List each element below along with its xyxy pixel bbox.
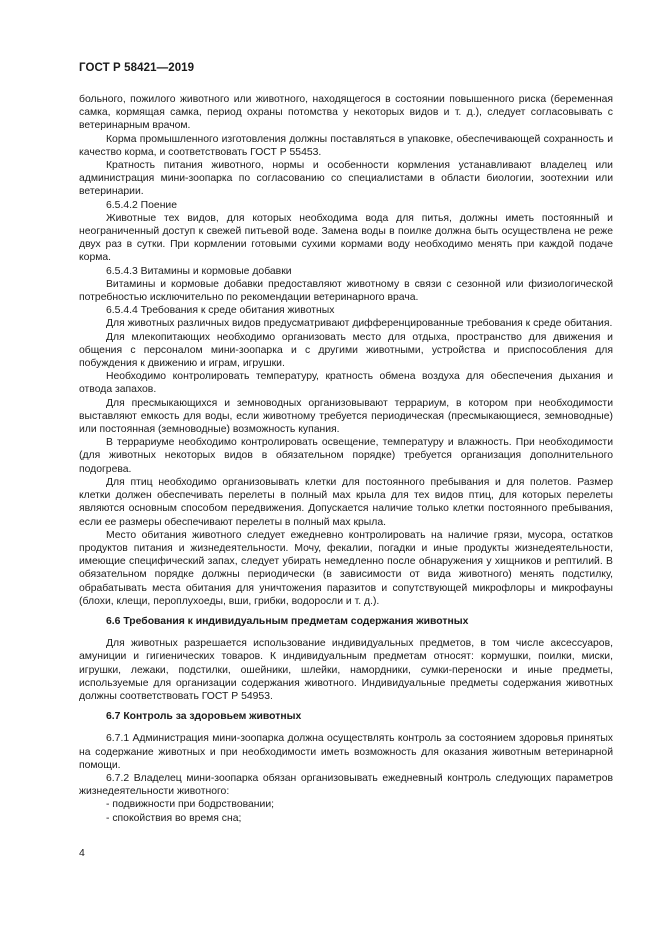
paragraph: 6.7.2 Владелец мини-зоопарка обязан организовывать ежедневный контроль следующих параметров жизнедеятельности животного: xyxy=(79,772,613,798)
paragraph: Для пресмыкающихся и земноводных организовывают террариум, в котором при необходимости выставляют емкость для воды, если животному требуется периодическая (пресмыкающиеся, земноводные) или постоянная (земноводные) возможность купания. xyxy=(79,397,613,436)
paragraph: Место обитания животного следует ежедневно контролировать на наличие грязи, мусора, остатков продуктов питания и жизнедеятельности. Мочу, фекалии, погадки и иные продукты жизнедеятельности, имеющие специфический запах, следует убирать немедленно после обнаружения у хищников и рептилий. В обязательном порядке должны периодически (в зависимости от вида животного) менять подстилку, обрабатывать места обитания для уничтожения паразитов и сопутствующей микрофлоры и микрофауны (блохи, клещи, пероплухоеды, вши, грибки, водоросли и т. д.). xyxy=(79,529,613,607)
list-item: - спокойствия во время сна; xyxy=(106,812,613,825)
paragraph: Корма промышленного изготовления должны поставляться в упаковке, обеспечивающей сохранность и качество корма, и соответствовать ГОСТ Р 55453. xyxy=(79,133,613,158)
list-item: - подвижности при бодрствовании; xyxy=(106,798,613,811)
section-heading-6-7: 6.7 Контроль за здоровьем животных xyxy=(106,711,302,723)
subsection-title: 6.5.4.4 Требования к среде обитания животных xyxy=(106,305,335,317)
document-body xyxy=(79,93,613,825)
paragraph: 6.7.1 Администрация мини-зоопарка должна осуществлять контроль за состоянием здоровья принятых на содержание животных и при необходимости иметь возможность для оказания животным ветеринарной помощи. xyxy=(79,733,613,771)
subsection-title: 6.5.4.2 Поение xyxy=(106,199,178,211)
section-heading-6-6: 6.6 Требования к индивидуальным предметам содержания животных xyxy=(106,615,469,627)
paragraph: Для животных разрешается использование индивидуальных предметов, в том числе аксессуаров, амуниции и гигиенических товаров. К индивидуальным предметам относят: кормушки, поилки, миски, игрушки, лежаки, подстилки, ошейники, шлейки, намордники, сумки-переноски и иные предметы, используемые для организации содержания животного. Индивидуальные предметы содержания животных должны соответствовать ГОСТ Р 54953. xyxy=(79,638,613,702)
document-header: ГОСТ Р 58421—2019 xyxy=(79,62,195,74)
paragraph: Витамины и кормовые добавки предоставляют животному в связи с сезонной или физиологической потребностью исключительно по рекомендации ветеринарного врача. xyxy=(79,278,613,304)
subsection-title: 6.5.4.3 Витамины и кормовые добавки xyxy=(106,265,292,277)
paragraph: Кратность питания животного, нормы и особенности кормления устанавливают владелец или администрация мини-зоопарка по согласованию со специалистами в области биологии, зоотехнии или ветеринарии. xyxy=(79,160,613,198)
paragraph: Для млекопитающих необходимо организовать место для отдыха, пространство для движения и общения с персоналом мини-зоопарка и с другими животными, устройства и приспособления для побуждения к движению и играм, игрушки. xyxy=(79,331,613,370)
paragraph: Для птиц необходимо организовывать клетки для постоянного пребывания и для полетов. Размер клетки должен обеспечивать перелеты в полный мах крыла для тех видов птиц, для которых перелеты являются основным способом передвижения. Допускается наличие только клетки постоянного пребывания, если ее размеры обеспечивают перелеты в полный мах крыла. xyxy=(79,476,613,528)
page-number: 4 xyxy=(79,848,85,859)
paragraph: Для животных различных видов предусматривают дифференцированные требования к среде обитания. xyxy=(106,318,613,330)
paragraph: В террариуме необходимо контролировать освещение, температуру и влажность. При необходимости (для животных некоторых видов в обязательном порядке) требуется организация дополнительного подогрева. xyxy=(79,437,613,475)
paragraph: Животные тех видов, для которых необходима вода для питья, должны иметь постоянный и неограниченный доступ к свежей питьевой воде. Замена воды в поилке должна быть осуществлена не реже двух раз в сутки. При кормлении готовыми сухими кормами воду необходимо менять при каждой подаче корма. xyxy=(79,212,613,264)
paragraph: Необходимо контролировать температуру, кратность обмена воздуха для обеспечения дыхания и отвода запахов. xyxy=(79,371,613,396)
parameter-list xyxy=(79,798,613,824)
paragraph: больного, пожилого животного или животного, находящегося в состоянии повышенного риска (беременная самка, кормящая самка, период охраны потомства у некоторых видов и т. д.), следует согласовывать с ветеринарным врачом. xyxy=(79,94,613,132)
